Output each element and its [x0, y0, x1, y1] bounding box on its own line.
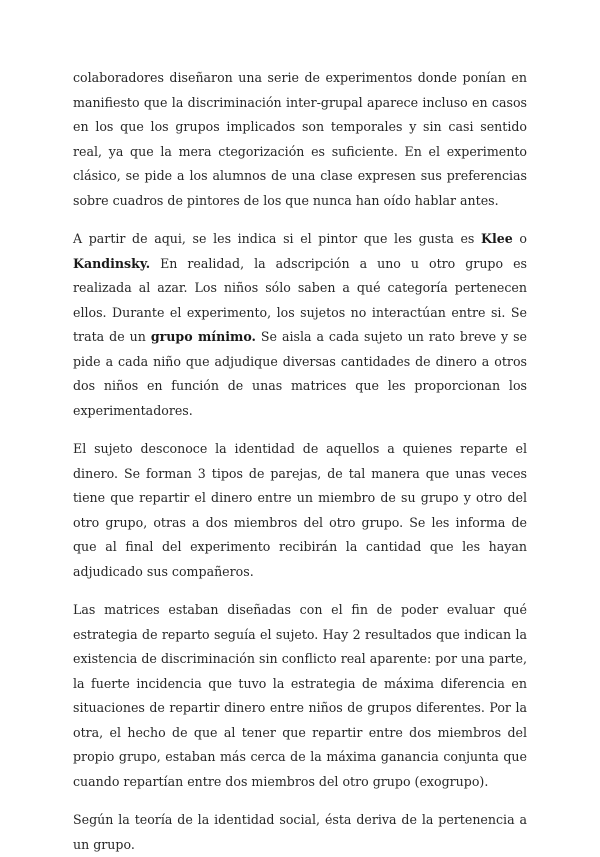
- bold-term-kandinsky: Kandinsky.: [73, 255, 151, 271]
- paragraph-text: A partir de aqui, se les indica si el pintor que les gusta es: [73, 231, 482, 246]
- paragraph-text: colaboradores diseñaron una serie de experimentos donde ponían en manifiesto que la discriminación inter-grupal aparece incluso en casos en los que los grupos implicados son temporales y sin casi sentido real, ya que la mera ctegorización es suficiente. En el experimento clásico, se pide a los alumnos de una clase expresen sus preferencias sobre cuadros de pintores de los que nunca han oído hablar antes.: [73, 70, 527, 208]
- paragraph-text: Las matrices estaban diseñadas con el fin de poder evaluar qué estrategia de reparto seguía el sujeto. Hay 2 resultados que indican la existencia de discriminación sin conflicto real aparente: por una parte, la fuerte incidencia que tuvo la estrategia de máxima diferencia en situaciones de repartir dinero entre niños de grupos diferentes. Por la otra, el hecho de que al tener que repartir entre dos miembros del propio grupo, estaban más cerca de la máxima ganancia conjunta que cuando repartían entre dos miembros del otro grupo (exogrupo).: [73, 602, 527, 789]
- paragraph-text: En realidad, la adscripción a uno u otro grupo es realizada al azar. Los niños sólo saben a qué categoría pertenecen ellos. Durante el experimento, los sujetos no interactúan entre si. Se trata de un: [73, 255, 527, 344]
- paragraph-3: [73, 437, 527, 584]
- paragraph-text: Según la teoría de la identidad social, ésta deriva de la pertenencia a un grupo.: [73, 812, 527, 852]
- bold-term-grupo-minimo: grupo mínimo.: [150, 329, 256, 344]
- document-page: [73, 66, 527, 857]
- paragraph-text: El sujeto desconoce la identidad de aquellos a quienes reparte el dinero. Se forman 3 tipos de parejas, de tal manera que unas veces tiene que repartir el dinero entre un miembro de su grupo y otro del otro grupo, otras a dos miembros del otro grupo. Se les informa de que al final del experimento recibirán la cantidad que les hayan adjudicado sus compañeros.: [73, 441, 527, 579]
- paragraph-2: [73, 227, 527, 423]
- paragraph-1: [73, 66, 527, 213]
- paragraph-4: [73, 598, 527, 794]
- paragraph-5: [73, 808, 527, 857]
- paragraph-text: o: [512, 231, 527, 246]
- bold-term-klee: Klee: [481, 231, 513, 246]
- paragraph-text: Se aisla a cada sujeto un rato breve y se pide a cada niño que adjudique diversas cantidades de dinero a otros dos niños en función de unas matrices que les proporcionan los experimentadores.: [73, 329, 527, 418]
